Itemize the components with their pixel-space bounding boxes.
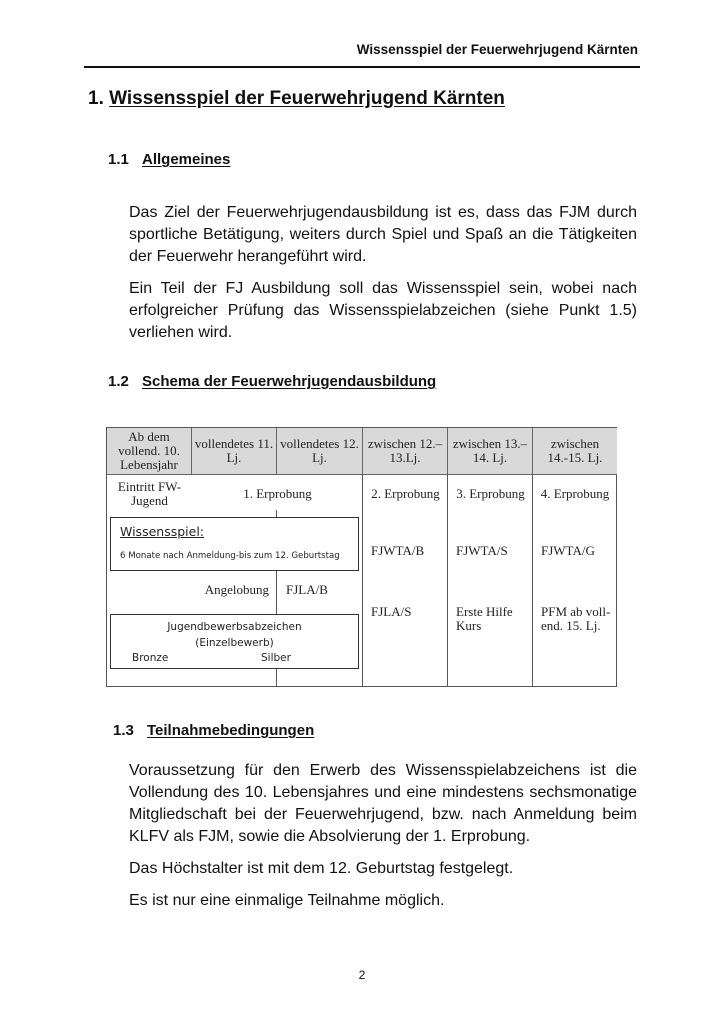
- paragraph: Ein Teil der FJ Ausbildung soll das Wissensspiel sein, wobei nach erfolgreicher Prüfung das Wissensspielabzeichen (siehe Punkt 1.5) verliehen wird.: [129, 280, 637, 341]
- schema-header-cell: zwischen 14.-15. Lj.: [533, 428, 617, 475]
- section-1-3-body: [129, 760, 637, 922]
- wissensspiel-box-text: 6 Monate nach Anmeldung-bis zum 12. Geburtstag: [120, 551, 340, 561]
- erprobung-3: 3. Erprobung: [456, 486, 525, 501]
- erste-hilfe-label: Erste Hilfe Kurs: [456, 604, 513, 633]
- training-schema-table: [106, 427, 617, 687]
- section-1-1-body: [129, 202, 637, 354]
- running-header: Wissensspiel der Feuerwehrjugend Kärnten: [356, 42, 638, 57]
- schema-header-cell: vollendetes 11. Lj.: [192, 428, 277, 475]
- pfm-label: PFM ab voll-end. 15. Lj.: [541, 604, 611, 633]
- section-number: 1.3: [113, 722, 134, 739]
- column-divider: [362, 474, 363, 687]
- erprobung-1: 1. Erprobung: [243, 486, 312, 501]
- chapter-title: Wissensspiel der Feuerwehrjugend Kärnten: [109, 88, 505, 109]
- paragraph: Das Höchstalter ist mit dem 12. Geburtstag festgelegt.: [129, 860, 514, 877]
- section-title: Teilnahmebedingungen: [147, 722, 315, 739]
- jugendbewerbsabzeichen-box: [110, 614, 359, 669]
- section-number: 1.2: [108, 373, 129, 390]
- wissensspiel-box-title: Wissensspiel:: [120, 524, 205, 539]
- angelobung-label: Angelobung: [204, 582, 269, 597]
- paragraph: Es ist nur eine einmalige Teilnahme möglich.: [129, 892, 445, 909]
- fjwta-b-label: FJWTA/B: [371, 543, 425, 558]
- paragraph: Voraussetzung für den Erwerb des Wissensspielabzeichens ist die Vollendung des 10. Lebensjahres und eine mindestens sechsmonatige Mitgliedschaft bei der Feuerwehrjugend, bzw. nach Anmeldung beim KLFV als FJM, sowie die Absolvierung der 1. Erprobung.: [129, 762, 637, 845]
- fjla-s-label: FJLA/S: [371, 604, 412, 619]
- fjla-b-label: FJLA/B: [286, 582, 328, 597]
- eintritt-label: Eintritt FW-Jugend: [117, 479, 182, 508]
- section-title: Allgemeines: [142, 151, 231, 168]
- erprobung-4: 4. Erprobung: [540, 486, 610, 501]
- section-heading-1-2: [108, 373, 436, 390]
- erprobung-2: 2. Erprobung: [371, 486, 440, 501]
- schema-header-cell: zwischen 12.–13.Lj.: [363, 428, 448, 475]
- column-divider: [447, 474, 448, 687]
- jugend-box-title: Jugendbewerbsabzeichen: [167, 621, 302, 633]
- jugend-box-subtitle: (Einzelbewerb): [195, 637, 274, 649]
- chapter-number: 1.: [88, 88, 104, 109]
- schema-header-cell: Ab dem vollend. 10. Lebensjahr: [107, 428, 192, 475]
- paragraph: Das Ziel der Feuerwehrjugendausbildung ist es, dass das FJM durch sportliche Betätigung, weiters durch Spiel und Spaß an die Tätigkeiten der Feuerwehr herangeführt wird.: [129, 204, 637, 265]
- section-title: Schema der Feuerwehrjugendausbildung: [142, 373, 437, 390]
- bronze-label: Bronze: [132, 652, 169, 664]
- column-divider: [532, 474, 533, 687]
- section-heading-1-1: [108, 151, 230, 168]
- wissensspiel-box: [110, 517, 359, 571]
- header-rule: [84, 66, 640, 68]
- silber-label: Silber: [261, 652, 291, 664]
- chapter-heading: [88, 88, 505, 110]
- schema-header-cell: zwischen 13.–14. Lj.: [448, 428, 533, 475]
- section-number: 1.1: [108, 151, 129, 168]
- schema-header-cell: vollendetes 12. Lj.: [277, 428, 363, 475]
- fjwta-s-label: FJWTA/S: [456, 543, 508, 558]
- section-heading-1-3: [113, 722, 314, 739]
- page-number: 2: [358, 968, 366, 982]
- fjwta-g-label: FJWTA/G: [541, 543, 595, 558]
